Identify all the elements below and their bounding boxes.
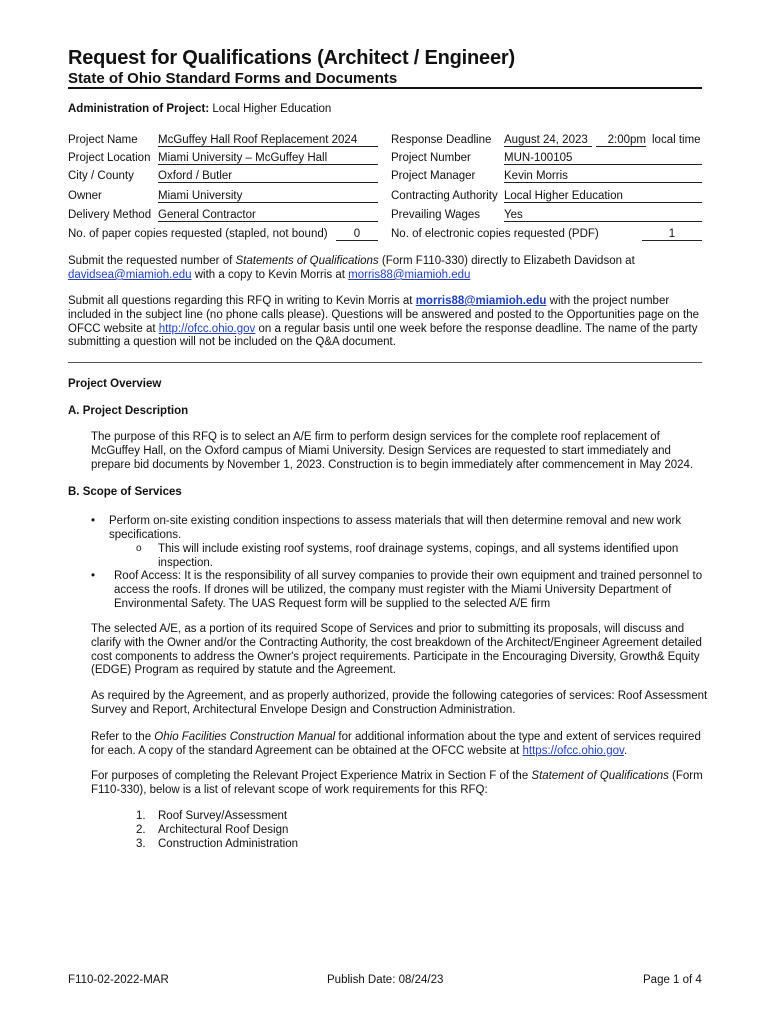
scope-sub-bullet <box>158 543 708 571</box>
paragraph-line: clarify with the Owner and/or the Contracting Authority, the cost breakdown of the Architect/Engineer Agreement detailed <box>91 636 702 649</box>
project-overview-heading: Project Overview <box>68 378 162 390</box>
page-title: Request for Qualifications (Architect / Engineer) <box>68 47 515 69</box>
list-text: Roof Survey/Assessment <box>158 810 288 822</box>
response-deadline-date-field[interactable]: August 24, 2023 <box>504 134 592 147</box>
sub-bullet-line: This will include existing roof systems, roof drainage systems, copings, and all systems identified upon <box>158 543 679 555</box>
page-subtitle: State of Ohio Standard Forms and Documents <box>68 70 398 87</box>
project-manager-field[interactable]: Kevin Morris <box>504 170 702 183</box>
form-id: F110-02-2022-MAR <box>68 974 169 986</box>
administration-value: Local Higher Education <box>212 103 332 115</box>
questions-line-4: submitting a question will not be included on the Q&A document. <box>68 336 396 349</box>
paper-copies-label: No. of paper copies requested (stapled, not bound) <box>68 228 328 240</box>
description-line: The purpose of this RFQ is to select an A/E firm to perform design services for the complete roof replacement of <box>91 431 660 443</box>
questions-text-2: with the project number <box>546 295 670 307</box>
page-number: Page 1 of 4 <box>643 974 702 986</box>
ofcc-https-link[interactable]: https://ofcc.ohio.gov <box>522 744 624 757</box>
list-item <box>136 824 436 838</box>
paragraph-line: Survey and Report, Architectural Envelope Design and Construction Administration. <box>91 703 516 716</box>
bullet-line: access the roofs. If drones will be utilized, the company must register with the Miami University Department of <box>114 583 672 596</box>
response-deadline-label: Response Deadline <box>391 134 492 146</box>
manual-paragraph <box>91 731 711 759</box>
description-line: McGuffey Hall, on the Oxford campus of Miami University. Design Services are requested to start immediately and <box>91 444 671 457</box>
submit-paragraph <box>68 255 708 283</box>
prevailing-wages-field[interactable]: Yes <box>504 209 702 222</box>
local-time-label: local time <box>652 134 701 146</box>
project-name-field[interactable]: McGuffey Hall Roof Replacement 2024 <box>158 134 378 147</box>
administration-line <box>68 103 331 115</box>
submit-text-2: (Form F110-330) directly to Elizabeth Davidson at <box>378 255 635 267</box>
contracting-authority-field[interactable]: Local Higher Education <box>504 190 702 203</box>
project-manager-label: Project Manager <box>391 170 476 182</box>
project-location-label: Project Location <box>68 152 151 164</box>
davidson-email-link[interactable]: davidsea@miamioh.edu <box>68 268 192 281</box>
paragraph-line: cost components to address the Owner's project requirements. Participate in the Encouraging Diversity, Growth& Equity <box>91 650 700 663</box>
submit-text-3: with a copy to Kevin Morris at <box>191 268 349 281</box>
matrix-line-2: F110-330), below is a list of relevant scope of work requirements for this RFQ: <box>91 783 488 796</box>
delivery-method-label: Delivery Method <box>68 209 152 221</box>
manual-text: Refer to the <box>91 731 155 743</box>
questions-line-2: included in the subject line (no phone calls please). Questions will be answered and posted to the Opportunities page on the <box>68 308 699 321</box>
questions-text-3: OFCC website at <box>68 322 159 335</box>
paragraph-line: As required by the Agreement, and as properly authorized, provide the following categories of services: Roof Assessment <box>91 690 708 702</box>
bullet-line: Environmental Safety. The UAS Request form will be supplied to the selected A/E firm <box>114 597 551 610</box>
ofcc-website-link[interactable]: http://ofcc.ohio.gov <box>158 322 256 335</box>
project-name-label: Project Name <box>68 134 138 146</box>
scope-requirements-list <box>136 810 436 851</box>
scope-bullet-1 <box>109 515 709 543</box>
scope-of-services-heading: B. Scope of Services <box>68 486 182 498</box>
bullet-line: Perform on-site existing condition inspections to assess materials that will then determine removal and new work <box>109 515 682 527</box>
morris-email-bold-link[interactable]: morris88@miamioh.edu <box>415 295 547 307</box>
project-number-field[interactable]: MUN-100105 <box>504 152 702 165</box>
bullet-dot: • <box>91 570 96 582</box>
agreement-paragraph <box>91 690 711 718</box>
prevailing-wages-label: Prevailing Wages <box>391 209 481 221</box>
list-number: 3. <box>136 837 146 850</box>
sub-bullet-line: inspection. <box>158 556 213 569</box>
city-county-label: City / County <box>68 170 134 182</box>
list-item <box>136 810 436 824</box>
questions-text-4: on a regular basis until one week before the response deadline. The name of the party <box>255 322 698 335</box>
list-text: Construction Administration <box>158 837 298 850</box>
list-item <box>136 838 436 852</box>
questions-paragraph <box>68 295 708 350</box>
description-line: prepare bid documents by November 1, 2023. Construction is to begin immediately after commencement in May 2024. <box>91 458 694 471</box>
questions-text: Submit all questions regarding this RFQ in writing to Kevin Morris at <box>68 295 416 307</box>
owner-field[interactable]: Miami University <box>158 190 378 203</box>
contracting-authority-label: Contracting Authority <box>391 190 498 202</box>
experience-matrix-paragraph <box>91 770 711 798</box>
selected-ae-paragraph <box>91 623 711 678</box>
title-divider <box>68 87 702 89</box>
electronic-copies-field[interactable]: 1 <box>642 228 702 241</box>
bullet-dot: • <box>91 515 96 527</box>
manual-text-2: for additional information about the type and extent of services required <box>335 731 701 743</box>
scope-bullet-2 <box>114 570 709 611</box>
project-description-heading: A. Project Description <box>68 405 189 417</box>
project-number-label: Project Number <box>391 152 471 164</box>
city-county-field[interactable]: Oxford / Butler <box>158 170 378 183</box>
soq-italic: Statements of Qualifications <box>235 255 379 267</box>
paper-copies-field[interactable]: 0 <box>336 228 378 241</box>
manual-italic: Ohio Facilities Construction Manual <box>154 731 336 743</box>
project-location-field[interactable]: Miami University – McGuffey Hall <box>158 152 378 165</box>
matrix-text: For purposes of completing the Relevant Project Experience Matrix in Section F of the <box>91 770 532 782</box>
project-description-text <box>91 431 711 472</box>
paragraph-line: The selected A/E, as a portion of its required Scope of Services and prior to submitting its proposals, will discuss and <box>91 623 685 635</box>
matrix-text-2: (Form <box>668 770 703 782</box>
manual-text-4: . <box>623 744 628 757</box>
sub-bullet-circle: o <box>136 543 142 554</box>
list-text: Architectural Roof Design <box>158 823 289 836</box>
list-number: 2. <box>136 823 146 836</box>
bullet-line: Roof Access: It is the responsibility of all survey companies to provide their own equipment and trained personnel to <box>114 570 703 582</box>
electronic-copies-label: No. of electronic copies requested (PDF) <box>391 228 599 240</box>
owner-label: Owner <box>68 190 102 202</box>
bullet-line: specifications. <box>109 528 182 541</box>
paragraph-line: (EDGE) Program as required by statute and the Agreement. <box>91 664 396 677</box>
administration-label: Administration of Project: <box>68 103 210 115</box>
publish-date: Publish Date: 08/24/23 <box>327 974 444 986</box>
morris-email-link[interactable]: morris88@miamioh.edu <box>348 268 471 281</box>
response-deadline-time-field[interactable]: 2:00pm <box>596 134 646 147</box>
section-divider <box>68 362 702 363</box>
delivery-method-field[interactable]: General Contractor <box>158 209 378 222</box>
submit-text: Submit the requested number of <box>68 255 236 267</box>
list-number: 1. <box>136 810 146 822</box>
manual-text-3: for each. A copy of the standard Agreement can be obtained at the OFCC website at <box>91 744 523 757</box>
soq-italic-2: Statement of Qualifications <box>531 770 669 782</box>
